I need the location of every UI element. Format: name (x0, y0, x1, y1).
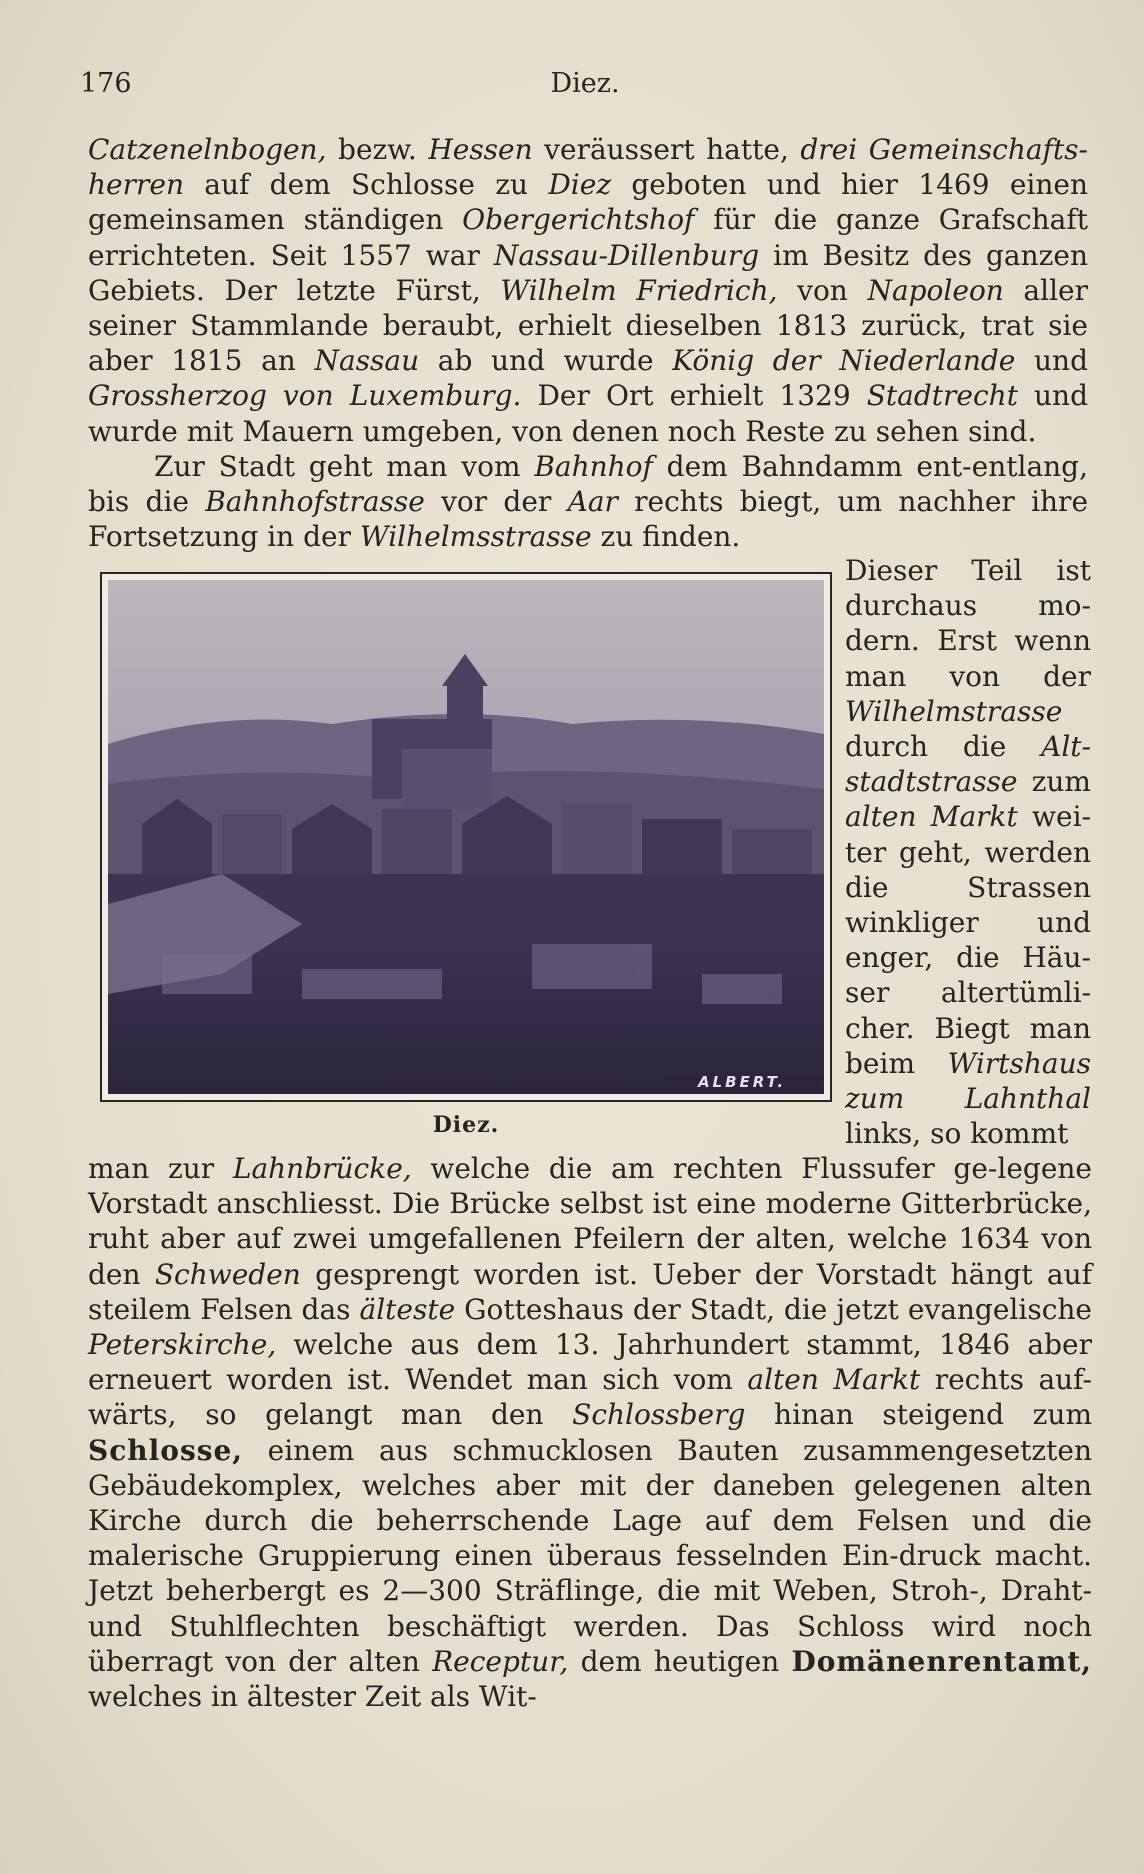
text-run: für die ganze Grafschaft errichteten. Seit 1557 war (88, 203, 1088, 272)
town-photograph (100, 572, 832, 1102)
text-run: von (777, 273, 868, 307)
text-run: welches in ältester Zeit als Wit- (88, 1680, 537, 1714)
text-run: Dieser Teil ist durchaus mo-dern. Erst wenn man von der (845, 554, 1091, 693)
text-run: zu finden. (591, 520, 741, 554)
text-run: durch die (845, 730, 1042, 764)
italic-term: Wilhelmstrasse (845, 694, 1063, 728)
text-run: veräussert hatte, (532, 133, 801, 166)
italic-term: König der Niederlande (672, 344, 1016, 378)
page-number: 176 (80, 68, 132, 99)
text-run: und (1015, 344, 1089, 378)
figure-caption: Diez. (432, 1112, 500, 1138)
paragraph-directions (88, 449, 1088, 555)
text-run: welche die am rechten Flussufer ge-legene Vorstadt anschliesst. Die Brücke selbst ist eine moderne Gitterbrücke, ruht aber auf zwei umgefallenen Pfeilern der alten, welche 1634 von den (88, 1152, 1092, 1291)
italic-term: Bahnhof (534, 449, 653, 483)
bold-term: Domänenrentamt, (791, 1644, 1093, 1678)
text-run: Zur Stadt geht man vom (154, 449, 535, 483)
text-run: geboten und hier 1469 einen gemeinsamen ständigen (88, 168, 1088, 237)
paragraph-lahnbruecke (88, 1151, 1092, 1714)
text-run: dem Bahndamm ent-entlang, bis die (88, 449, 1088, 519)
italic-term: Receptur, (432, 1644, 569, 1678)
italic-term: Schlossberg (572, 1398, 746, 1432)
italic-term: Schweden (154, 1257, 301, 1291)
text-run: einem aus schmucklosen Bauten zusammengesetzten Gebäudekomplex, welches aber mit der daneben gelegenen alten Kirche durch die beherrschende Lage auf dem Felsen und die malerische Gruppierung einen überaus fesselnden Ein-druck macht. Jetzt beherbergt es 2—300 Sträflinge, die mit Weben, Stroh-, Draht- und Stuhlflechten beschäftigt werden. Das Schloss wird noch überragt von der alten (88, 1433, 1092, 1678)
text-run: und wurde mit Mauern umgeben, von denen noch Reste zu sehen sind. (88, 379, 1089, 448)
italic-term: Grossherzog von Luxemburg. (88, 379, 522, 413)
italic-term: Aar (567, 485, 618, 519)
paragraph-history (88, 132, 1088, 449)
italic-term: Wilhelmsstrasse (359, 520, 592, 554)
italic-term: Napoleon (867, 273, 1004, 307)
text-run: Gotteshaus der Stadt, die jetzt evangelische (455, 1292, 1092, 1326)
text-block-bottom (88, 1151, 1092, 1714)
text-run: aller seiner Stammlande beraubt, erhielt dieselben 1813 zurück, trat sie aber 1815 an (88, 273, 1088, 378)
photo-signature: ALBERT. (697, 1073, 787, 1091)
text-run: rechts auf-wärts, so gelangt man den (88, 1363, 1092, 1432)
text-run: links, so kommt (845, 1117, 1069, 1151)
text-run: vor der (424, 485, 568, 519)
text-run: bezw. (326, 133, 429, 166)
text-run: rechts biegt, um nachher ihre Fortsetzung in der (88, 485, 1089, 554)
photo-illustration (102, 574, 830, 1100)
italic-term: Wirtshaus zum Lahnthal (845, 1046, 1091, 1116)
text-block-top (88, 132, 1088, 554)
italic-term: Nassau-Dillenburg (493, 238, 760, 272)
italic-term: Hessen (428, 133, 533, 166)
italic-term: drei Gemeinschafts-herren (88, 133, 1088, 202)
text-run: zum (1017, 765, 1091, 799)
side-column-text (845, 553, 1091, 1151)
page-header (80, 64, 1090, 104)
bold-term: Schlosse, (88, 1433, 244, 1467)
italic-term: Alt-stadtstrasse (845, 730, 1091, 799)
italic-term: Bahnhofstrasse (205, 485, 425, 519)
text-run: welche aus dem 13. Jahrhundert stammt, 1846 aber erneuert worden ist. Wendet man sich vom (88, 1328, 1092, 1397)
italic-term: Diez (548, 168, 612, 202)
italic-term: Peterskirche, (88, 1328, 277, 1362)
text-run: ab und wurde (419, 344, 673, 378)
text-run: Der Ort erhielt 1329 (521, 379, 867, 413)
side-paragraph (845, 553, 1091, 1151)
italic-term: alten Markt (747, 1363, 921, 1397)
italic-term: Wilhelm Friedrich, (500, 273, 778, 307)
italic-term: Stadtrecht (866, 379, 1018, 413)
text-run: auf dem Schlosse zu (183, 168, 549, 202)
text-run: im Besitz des ganzen Gebiets. Der letzte Fürst, (88, 238, 1088, 307)
italic-term: Lahnbrücke, (232, 1152, 412, 1185)
italic-term: älteste (359, 1292, 456, 1326)
italic-term: alten Markt (845, 800, 1018, 834)
italic-term: Nassau (314, 344, 420, 378)
italic-term: Obergerichtshof (462, 203, 695, 237)
italic-term: Catzenelnbogen, (88, 133, 327, 166)
text-run: wei-ter geht, werden die Strassen winkliger und enger, die Häu-ser altertümli-cher. Biegt man beim (845, 800, 1092, 1080)
text-run: dem heutigen (568, 1644, 792, 1678)
running-title: Diez. (550, 68, 620, 99)
text-run: gesprengt worden ist. Ueber der Vorstadt hängt auf steilem Felsen das (88, 1257, 1093, 1326)
text-run: man zur (88, 1152, 233, 1185)
text-run: hinan steigend zum (745, 1398, 1093, 1432)
